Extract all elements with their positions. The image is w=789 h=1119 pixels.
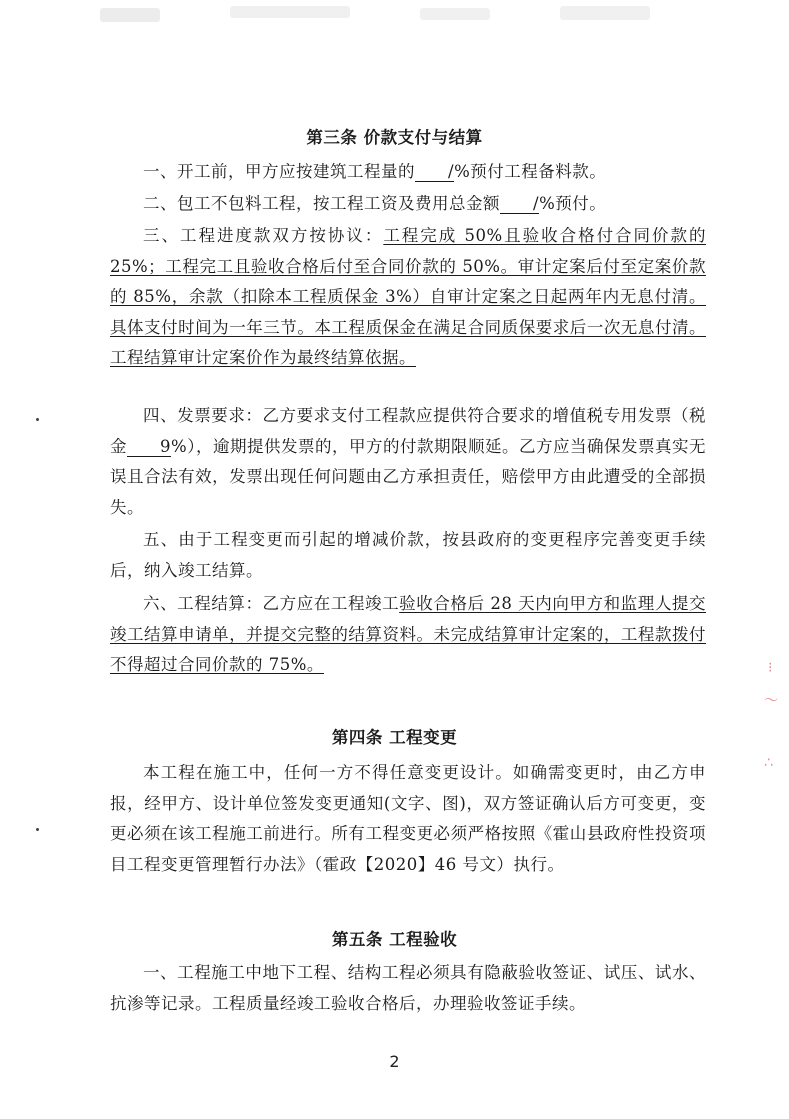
paragraph-text: %预付工程备料款。 (454, 162, 607, 181)
article3-heading: 第三条 价款支付与结算 (306, 128, 483, 147)
scan-artifact (100, 8, 160, 22)
article3-paragraph-6 (110, 589, 706, 681)
paragraph-text: 二、包工不包料工程，按工程工资及费用总金额 (143, 194, 500, 213)
paragraph-text: %预付。 (539, 194, 607, 213)
binding-dot (36, 828, 39, 831)
seal-fragment: ～ (764, 693, 778, 709)
paragraph-text: %），逾期提供发票的，甲方的付款期限顺延。乙方应当确保发票真实无误且合法有效，发票出现任何问题由乙方承担责任，赔偿甲方由此遭受的全部损失。 (110, 436, 707, 517)
article5-heading: 第五条 工程验收 (331, 930, 458, 949)
article3-paragraph-1 (110, 157, 706, 188)
fill-blank: / (415, 162, 454, 182)
scan-artifact (560, 6, 650, 20)
paragraph-text: 六、工程结算：乙方应在工程竣工 (143, 594, 400, 613)
paragraph-text: 一、开工前，甲方应按建筑工程量的 (143, 162, 415, 181)
article3-paragraph-4 (110, 401, 706, 523)
article4-heading: 第四条 工程变更 (331, 728, 458, 747)
binding-dot (36, 418, 39, 421)
article3-paragraph-3 (110, 221, 706, 374)
fill-blank: / (500, 194, 539, 214)
fill-blank: 9 (127, 437, 171, 457)
paragraph-text: 四、发票要求：乙方要求支付工程款应提供符合要求的增值税专用发票（税金 (110, 406, 706, 456)
underlined-terms: 验收合格后 28 天内向甲方和监理人提交竣工结算申请单，并提交完整的结算资料。未完成结算审计定案的，工程款拨付不得超过合同价款的 75%。 (110, 594, 706, 674)
paragraph-text: 三、工程进度款双方按协议： (143, 226, 384, 245)
seal-fragment: ⁝ (768, 660, 773, 676)
scan-artifact (230, 6, 350, 18)
article4-paragraph-1: 本工程在施工中，任何一方不得任意变更设计。如确需变更时，由乙方申报，经甲方、设计单位签发变更通知(文字、图)，双方签证确认后方可变更，变更必须在该工程施工前进行。所有工程变更必须严格按照《霍山县政府性投资项目工程变更管理暂行办法》（霍政【2020】46 号文）执行。 (110, 763, 706, 874)
seal-fragment: ∴ (764, 755, 773, 771)
article3-paragraph-5: 五、由于工程变更而引起的增减价款，按县政府的变更程序完善变更手续后，纳入竣工结算。 (110, 530, 706, 580)
article5-paragraph-1: 一、工程施工中地下工程、结构工程必须具有隐蔽验收签证、试压、试水、抗渗等记录。工程质量经竣工验收合格后，办理验收签证手续。 (110, 963, 706, 1013)
underlined-terms: 工程完成 50%且验收合格付合同价款的 25%；工程完工且验收合格后付至合同价款的 50%。审计定案后付至定案价款的 85%，余款（扣除本工程质保金 3%）自审计定案之日起两年内无息付清。具体支付时间为一年三节。本工程质保金在满足合同质保要求后一次无息付清。工程结算审计定案价作为最终结算依据。 (110, 226, 706, 367)
article3-paragraph-2 (110, 189, 706, 220)
page-number: 2 (389, 1052, 400, 1071)
scan-artifact (420, 8, 490, 20)
